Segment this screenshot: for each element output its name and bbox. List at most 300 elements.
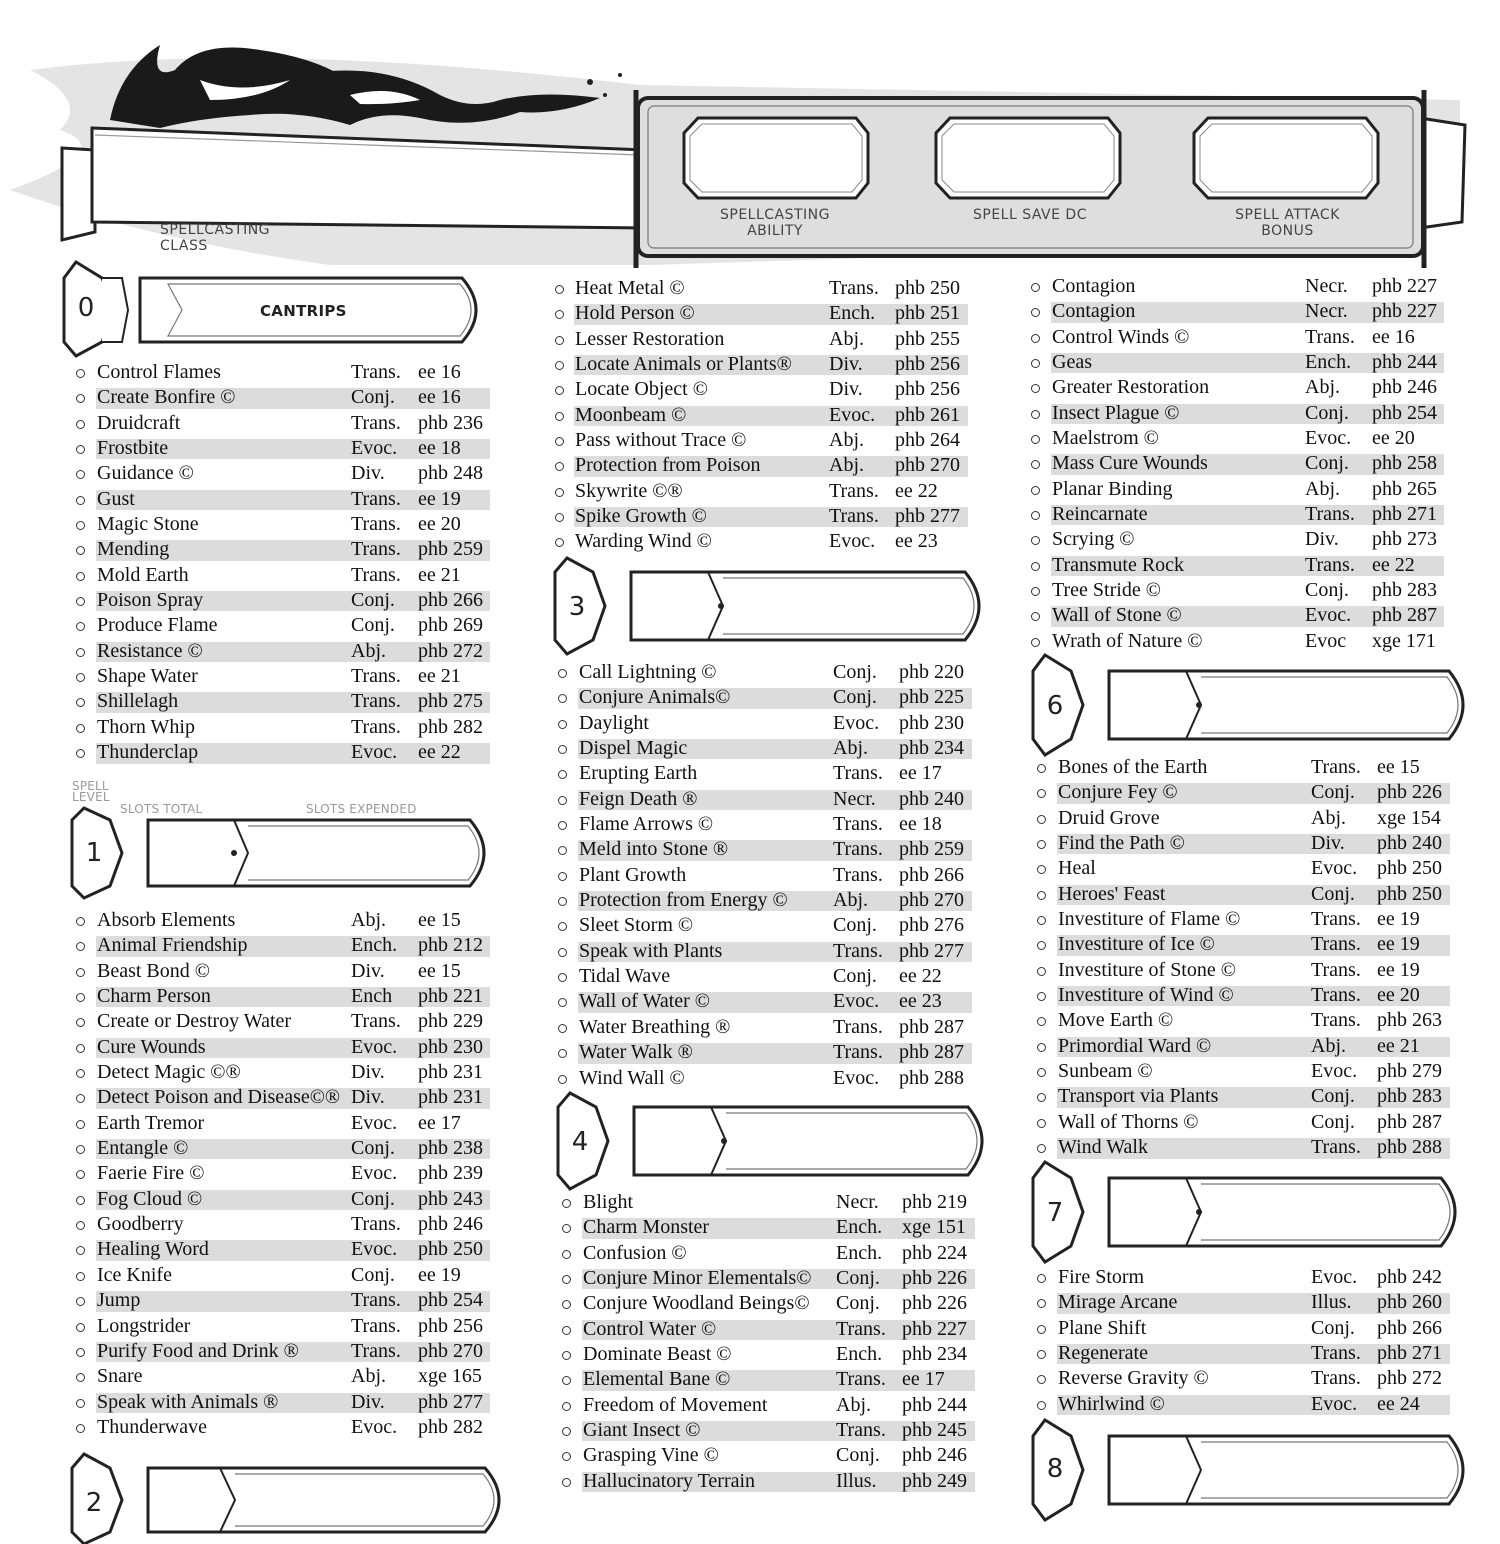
- slots-total-label: SLOTS TOTAL: [120, 802, 203, 816]
- prepared-checkbox[interactable]: [76, 917, 85, 926]
- spell-row[interactable]: [558, 761, 972, 786]
- spell-school: Trans.: [833, 762, 883, 785]
- spell-school: Trans.: [351, 715, 401, 738]
- spell-row[interactable]: [1037, 958, 1450, 983]
- prepared-checkbox[interactable]: [1031, 562, 1040, 571]
- prepared-checkbox[interactable]: [555, 336, 564, 345]
- spell-school: Evoc.: [833, 1066, 880, 1089]
- prepared-checkbox[interactable]: [1031, 486, 1040, 495]
- spell-name: Geas: [1052, 351, 1092, 374]
- prepared-checkbox[interactable]: [558, 1075, 567, 1084]
- prepared-checkbox[interactable]: [76, 749, 85, 758]
- prepared-checkbox[interactable]: [1037, 891, 1046, 900]
- prepared-checkbox[interactable]: [1037, 967, 1046, 976]
- level-7-slots[interactable]: [1031, 1162, 1476, 1262]
- spell-school: Div.: [351, 1061, 385, 1084]
- spell-name: Spike Growth ©: [575, 505, 707, 528]
- prepared-checkbox[interactable]: [76, 369, 85, 378]
- spell-page: phb 250: [418, 1238, 483, 1261]
- spell-row[interactable]: [1037, 1290, 1450, 1315]
- prepared-checkbox[interactable]: [1037, 992, 1046, 1001]
- prepared-checkbox[interactable]: [76, 1399, 85, 1408]
- spell-row[interactable]: [555, 453, 968, 478]
- spell-row[interactable]: [558, 1015, 972, 1040]
- spell-row[interactable]: [76, 1187, 490, 1212]
- prepared-checkbox[interactable]: [562, 1402, 571, 1411]
- spell-school: Evoc.: [1311, 1060, 1358, 1083]
- level-4-spell-list: [562, 1190, 975, 1494]
- spell-row[interactable]: [76, 1136, 490, 1161]
- spell-name: Bones of the Earth: [1058, 756, 1208, 778]
- prepared-checkbox[interactable]: [1037, 815, 1046, 824]
- spell-row[interactable]: [1037, 1135, 1450, 1160]
- spell-row[interactable]: [558, 787, 972, 812]
- prepared-checkbox[interactable]: [76, 1044, 85, 1053]
- spell-row[interactable]: [76, 1339, 490, 1364]
- spell-row[interactable]: [555, 327, 968, 352]
- spell-school: Evoc.: [1311, 1266, 1358, 1288]
- prepared-checkbox[interactable]: [1037, 1299, 1046, 1308]
- spell-row[interactable]: [1037, 882, 1450, 907]
- spell-row[interactable]: [555, 301, 968, 326]
- spell-row[interactable]: [555, 428, 968, 453]
- prepared-checkbox[interactable]: [558, 694, 567, 703]
- spell-row[interactable]: [76, 959, 490, 984]
- spell-row[interactable]: [562, 1393, 975, 1418]
- spell-row[interactable]: [76, 1364, 490, 1389]
- prepared-checkbox[interactable]: [76, 724, 85, 733]
- spell-name: Water Breathing ®: [579, 1015, 731, 1038]
- prepared-checkbox[interactable]: [1037, 789, 1046, 798]
- spell-school: Abj.: [833, 889, 868, 912]
- prepared-checkbox[interactable]: [76, 1094, 85, 1103]
- prepared-checkbox[interactable]: [76, 470, 85, 479]
- prepared-checkbox[interactable]: [558, 872, 567, 881]
- prepared-checkbox[interactable]: [1037, 840, 1046, 849]
- spell-row[interactable]: [558, 989, 972, 1014]
- prepared-checkbox[interactable]: [555, 538, 564, 547]
- prepared-checkbox[interactable]: [76, 1272, 85, 1281]
- spell-row[interactable]: [76, 512, 490, 537]
- spell-row[interactable]: [76, 1085, 490, 1110]
- spell-row[interactable]: [76, 984, 490, 1009]
- spell-row[interactable]: [1031, 325, 1444, 350]
- spell-row[interactable]: [1037, 780, 1450, 805]
- prepared-checkbox[interactable]: [555, 462, 564, 471]
- spell-row[interactable]: [1031, 527, 1444, 552]
- spell-row[interactable]: [558, 863, 972, 888]
- spellcasting-ability-box[interactable]: [684, 118, 868, 198]
- spell-row[interactable]: [1031, 502, 1444, 527]
- spell-page: phb 271: [1372, 503, 1437, 526]
- spell-school: Trans.: [836, 1317, 886, 1340]
- prepared-checkbox[interactable]: [558, 998, 567, 1007]
- level-2-slots[interactable]: [70, 1448, 515, 1544]
- spell-row[interactable]: [76, 360, 490, 385]
- prepared-checkbox[interactable]: [1031, 460, 1040, 469]
- spell-page: phb 264: [895, 429, 960, 452]
- spell-row[interactable]: [1037, 1265, 1450, 1290]
- prepared-checkbox[interactable]: [558, 770, 567, 779]
- prepared-checkbox[interactable]: [76, 1246, 85, 1255]
- spell-row[interactable]: [76, 613, 490, 638]
- prepared-checkbox[interactable]: [1031, 536, 1040, 545]
- spell-row[interactable]: [76, 933, 490, 958]
- spell-row[interactable]: [558, 812, 972, 837]
- spell-school: Trans.: [351, 1213, 401, 1236]
- prepared-checkbox[interactable]: [76, 942, 85, 951]
- spell-name: Druidcraft: [97, 411, 181, 434]
- spell-row[interactable]: [76, 1288, 490, 1313]
- spell-row[interactable]: [1037, 831, 1450, 856]
- spell-page: phb 245: [902, 1419, 967, 1442]
- prepared-checkbox[interactable]: [1037, 1401, 1046, 1410]
- prepared-checkbox[interactable]: [1037, 1350, 1046, 1359]
- spell-page: phb 255: [895, 327, 960, 350]
- spell-school: Div.: [351, 1390, 385, 1413]
- prepared-checkbox[interactable]: [562, 1326, 571, 1335]
- spell-row[interactable]: [76, 908, 490, 933]
- spell-row[interactable]: [76, 689, 490, 714]
- spell-name: Ice Knife: [97, 1263, 172, 1286]
- spell-row[interactable]: [1037, 1341, 1450, 1366]
- prepared-checkbox[interactable]: [76, 572, 85, 581]
- spell-page: phb 266: [418, 589, 483, 612]
- level-8-slots[interactable]: [1031, 1420, 1486, 1520]
- spell-row[interactable]: [558, 736, 972, 761]
- spell-row[interactable]: [562, 1418, 975, 1443]
- prepared-checkbox[interactable]: [1037, 1144, 1046, 1153]
- spell-page: ee 19: [1377, 958, 1420, 981]
- spell-row[interactable]: [555, 276, 968, 301]
- spell-row[interactable]: [562, 1342, 975, 1367]
- prepared-checkbox[interactable]: [558, 897, 567, 906]
- prepared-checkbox[interactable]: [558, 1024, 567, 1033]
- prepared-checkbox[interactable]: [76, 420, 85, 429]
- prepared-checkbox[interactable]: [555, 412, 564, 421]
- prepared-checkbox[interactable]: [76, 1018, 85, 1027]
- spell-row[interactable]: [562, 1266, 975, 1291]
- spell-row[interactable]: [562, 1443, 975, 1468]
- prepared-checkbox[interactable]: [76, 1297, 85, 1306]
- spell-row[interactable]: [558, 660, 972, 685]
- spell-row[interactable]: [76, 1035, 490, 1060]
- spell-save-dc-box[interactable]: [936, 118, 1120, 198]
- prepared-checkbox[interactable]: [558, 1049, 567, 1058]
- spell-row[interactable]: [1037, 1084, 1450, 1109]
- spell-row[interactable]: [1031, 375, 1444, 400]
- spell-school: Conj.: [833, 661, 877, 683]
- prepared-checkbox[interactable]: [1031, 384, 1040, 393]
- prepared-checkbox[interactable]: [1037, 916, 1046, 925]
- prepared-checkbox[interactable]: [76, 1069, 85, 1078]
- spell-row[interactable]: [76, 1009, 490, 1034]
- spell-row[interactable]: [1037, 1008, 1450, 1033]
- spell-row[interactable]: [1037, 1059, 1450, 1084]
- prepared-checkbox[interactable]: [76, 622, 85, 631]
- prepared-checkbox[interactable]: [1037, 764, 1046, 773]
- spell-row[interactable]: [76, 563, 490, 588]
- prepared-checkbox[interactable]: [558, 973, 567, 982]
- spell-school: Trans.: [1311, 933, 1361, 956]
- spell-name: Lesser Restoration: [575, 327, 725, 350]
- cantrips-title: CANTRIPS: [260, 302, 347, 320]
- prepared-checkbox[interactable]: [76, 648, 85, 657]
- prepared-checkbox[interactable]: [76, 1196, 85, 1205]
- spell-row[interactable]: [555, 479, 968, 504]
- level-4-slots[interactable]: [556, 1093, 1001, 1189]
- spell-row[interactable]: [76, 461, 490, 486]
- spell-row[interactable]: [1031, 578, 1444, 603]
- prepared-checkbox[interactable]: [76, 445, 85, 454]
- spell-row[interactable]: [76, 1060, 490, 1085]
- spell-name: Speak with Animals ®: [97, 1390, 279, 1413]
- level-2-spell-list: [555, 276, 968, 555]
- spell-row[interactable]: [558, 685, 972, 710]
- prepared-checkbox[interactable]: [562, 1300, 571, 1309]
- prepared-checkbox[interactable]: [76, 496, 85, 505]
- spell-school: Abj.: [351, 909, 386, 931]
- spell-row[interactable]: [76, 1415, 490, 1440]
- spell-row[interactable]: [1037, 932, 1450, 957]
- spell-school: Abj.: [829, 454, 864, 477]
- prepared-checkbox[interactable]: [562, 1224, 571, 1233]
- spell-school: Ench.: [351, 934, 398, 957]
- spell-page: phb 261: [895, 403, 960, 426]
- spell-row[interactable]: [562, 1291, 975, 1316]
- spell-school: Conj.: [836, 1292, 880, 1315]
- prepared-checkbox[interactable]: [555, 437, 564, 446]
- spell-row[interactable]: [76, 1111, 490, 1136]
- spell-page: ee 21: [1377, 1034, 1420, 1057]
- prepared-checkbox[interactable]: [555, 361, 564, 370]
- spell-row[interactable]: [562, 1469, 975, 1494]
- spell-row[interactable]: [555, 504, 968, 529]
- prepared-checkbox[interactable]: [555, 310, 564, 319]
- prepared-checkbox[interactable]: [76, 546, 85, 555]
- spell-row[interactable]: [76, 1237, 490, 1262]
- spell-row[interactable]: [76, 1263, 490, 1288]
- spell-name: Water Walk ®: [579, 1041, 693, 1064]
- prepared-checkbox[interactable]: [1031, 435, 1040, 444]
- spell-page: phb 244: [1372, 351, 1437, 374]
- prepared-checkbox[interactable]: [558, 796, 567, 805]
- prepared-checkbox[interactable]: [1037, 865, 1046, 874]
- prepared-checkbox[interactable]: [1031, 308, 1040, 317]
- prepared-checkbox[interactable]: [1031, 612, 1040, 621]
- spell-row[interactable]: [76, 639, 490, 664]
- prepared-checkbox[interactable]: [555, 513, 564, 522]
- spell-row[interactable]: [555, 529, 968, 554]
- spell-page: phb 259: [899, 838, 964, 861]
- spell-row[interactable]: [1031, 553, 1444, 578]
- spell-row[interactable]: [558, 711, 972, 736]
- prepared-checkbox[interactable]: [558, 846, 567, 855]
- prepared-checkbox[interactable]: [76, 698, 85, 707]
- spell-row[interactable]: [558, 1040, 972, 1065]
- spell-name: Charm Monster: [583, 1216, 710, 1239]
- spell-row[interactable]: [558, 913, 972, 938]
- prepared-checkbox[interactable]: [76, 968, 85, 977]
- spell-name: Wind Walk: [1058, 1136, 1148, 1159]
- prepared-checkbox[interactable]: [1037, 1325, 1046, 1334]
- spell-row[interactable]: [1031, 426, 1444, 451]
- spell-name: Sunbeam ©: [1058, 1060, 1153, 1083]
- spell-school: Evoc.: [1311, 857, 1358, 880]
- spell-name: Meld into Stone ®: [579, 838, 729, 861]
- spell-row[interactable]: [1037, 1316, 1450, 1341]
- spell-row[interactable]: [555, 403, 968, 428]
- prepared-checkbox[interactable]: [558, 821, 567, 830]
- spell-row[interactable]: [76, 1390, 490, 1415]
- prepared-checkbox[interactable]: [555, 488, 564, 497]
- prepared-checkbox[interactable]: [1037, 1068, 1046, 1077]
- spell-row[interactable]: [558, 888, 972, 913]
- spell-row[interactable]: [555, 377, 968, 402]
- spell-row[interactable]: [1037, 983, 1450, 1008]
- level-6-slots[interactable]: [1031, 655, 1483, 755]
- spell-row[interactable]: [76, 537, 490, 562]
- prepared-checkbox[interactable]: [1031, 587, 1040, 596]
- spell-row[interactable]: [76, 740, 490, 765]
- spell-attack-bonus-box[interactable]: [1194, 118, 1378, 198]
- spell-row[interactable]: [558, 939, 972, 964]
- prepared-checkbox[interactable]: [1031, 410, 1040, 419]
- spell-name: Contagion: [1052, 300, 1136, 323]
- spell-school: Evoc.: [351, 1415, 398, 1438]
- spell-row[interactable]: [76, 1161, 490, 1186]
- prepared-checkbox[interactable]: [562, 1351, 571, 1360]
- prepared-checkbox[interactable]: [1037, 941, 1046, 950]
- prepared-checkbox[interactable]: [1037, 1093, 1046, 1102]
- spell-row[interactable]: [558, 964, 972, 989]
- prepared-checkbox[interactable]: [562, 1427, 571, 1436]
- prepared-checkbox[interactable]: [1037, 1119, 1046, 1128]
- spell-row[interactable]: [562, 1241, 975, 1266]
- spell-row[interactable]: [1031, 603, 1444, 628]
- spell-name: Frostbite: [97, 437, 169, 460]
- spell-page: phb 282: [418, 1415, 483, 1438]
- prepared-checkbox[interactable]: [558, 948, 567, 957]
- prepared-checkbox[interactable]: [76, 1373, 85, 1382]
- level-1-slots[interactable]: [70, 808, 500, 904]
- prepared-checkbox[interactable]: [1031, 359, 1040, 368]
- spell-row[interactable]: [1031, 299, 1444, 324]
- prepared-checkbox[interactable]: [76, 1424, 85, 1433]
- prepared-checkbox[interactable]: [76, 673, 85, 682]
- prepared-checkbox[interactable]: [76, 1170, 85, 1179]
- spell-row[interactable]: [558, 1066, 972, 1091]
- level-3-number: 3: [568, 592, 586, 622]
- prepared-checkbox[interactable]: [76, 1323, 85, 1332]
- spell-row[interactable]: [1037, 806, 1450, 831]
- spell-row[interactable]: [562, 1317, 975, 1342]
- spell-row[interactable]: [562, 1367, 975, 1392]
- spell-school: Ench: [351, 985, 393, 1008]
- spell-row[interactable]: [76, 588, 490, 613]
- prepared-checkbox[interactable]: [558, 745, 567, 754]
- spell-row[interactable]: [1031, 401, 1444, 426]
- spell-row[interactable]: [1037, 755, 1450, 780]
- spell-row[interactable]: [1031, 477, 1444, 502]
- prepared-checkbox[interactable]: [1037, 1274, 1046, 1283]
- prepared-checkbox[interactable]: [76, 1145, 85, 1154]
- spell-row[interactable]: [76, 411, 490, 436]
- prepared-checkbox[interactable]: [562, 1376, 571, 1385]
- prepared-checkbox[interactable]: [76, 1120, 85, 1129]
- level-3-slots[interactable]: [553, 558, 998, 654]
- spell-row[interactable]: [1037, 1110, 1450, 1135]
- prepared-checkbox[interactable]: [562, 1275, 571, 1284]
- spell-row[interactable]: [76, 715, 490, 740]
- spell-row[interactable]: [562, 1215, 975, 1240]
- prepared-checkbox[interactable]: [562, 1478, 571, 1487]
- prepared-checkbox[interactable]: [76, 993, 85, 1002]
- spell-row[interactable]: [1037, 907, 1450, 932]
- prepared-checkbox[interactable]: [555, 386, 564, 395]
- spell-row[interactable]: [558, 837, 972, 862]
- spell-page: phb 258: [1372, 452, 1437, 475]
- prepared-checkbox[interactable]: [76, 1221, 85, 1230]
- spell-row[interactable]: [562, 1190, 975, 1215]
- prepared-checkbox[interactable]: [558, 669, 567, 678]
- prepared-checkbox[interactable]: [76, 1348, 85, 1357]
- spell-row[interactable]: [555, 352, 968, 377]
- spell-row[interactable]: [1037, 1034, 1450, 1059]
- spell-school: Necr.: [1305, 300, 1348, 323]
- spell-row[interactable]: [1031, 350, 1444, 375]
- prepared-checkbox[interactable]: [562, 1250, 571, 1259]
- spell-row[interactable]: [1031, 629, 1444, 654]
- prepared-checkbox[interactable]: [1031, 638, 1040, 647]
- prepared-checkbox[interactable]: [562, 1452, 571, 1461]
- spell-row[interactable]: [1037, 856, 1450, 881]
- spell-row[interactable]: [76, 385, 490, 410]
- prepared-checkbox[interactable]: [76, 597, 85, 606]
- prepared-checkbox[interactable]: [558, 720, 567, 729]
- spell-page: phb 287: [1372, 604, 1437, 627]
- spell-row[interactable]: [76, 664, 490, 689]
- prepared-checkbox[interactable]: [555, 285, 564, 294]
- spell-page: phb 260: [1377, 1291, 1442, 1314]
- spell-row[interactable]: [76, 436, 490, 461]
- spell-save-dc-label: SPELL SAVE DC: [973, 207, 1087, 223]
- spell-row[interactable]: [1031, 451, 1444, 476]
- spell-row[interactable]: [76, 1314, 490, 1339]
- spell-row[interactable]: [76, 1212, 490, 1237]
- spell-school: Conj.: [1305, 401, 1349, 424]
- prepared-checkbox[interactable]: [76, 521, 85, 530]
- spell-row[interactable]: [1037, 1392, 1450, 1417]
- prepared-checkbox[interactable]: [1037, 1043, 1046, 1052]
- prepared-checkbox[interactable]: [1031, 334, 1040, 343]
- prepared-checkbox[interactable]: [562, 1199, 571, 1208]
- spell-page: phb 250: [1377, 857, 1442, 880]
- spell-row[interactable]: [1031, 274, 1444, 299]
- spell-page: ee 22: [899, 965, 942, 988]
- spell-row[interactable]: [76, 487, 490, 512]
- spell-name: Moonbeam ©: [575, 403, 687, 426]
- spell-name: Investiture of Ice ©: [1058, 933, 1215, 956]
- prepared-checkbox[interactable]: [76, 394, 85, 403]
- prepared-checkbox[interactable]: [1031, 511, 1040, 520]
- prepared-checkbox[interactable]: [1037, 1017, 1046, 1026]
- spell-row[interactable]: [1037, 1366, 1450, 1391]
- prepared-checkbox[interactable]: [1031, 283, 1040, 292]
- spell-name: Call Lightning ©: [579, 661, 717, 683]
- prepared-checkbox[interactable]: [558, 922, 567, 931]
- prepared-checkbox[interactable]: [1037, 1375, 1046, 1384]
